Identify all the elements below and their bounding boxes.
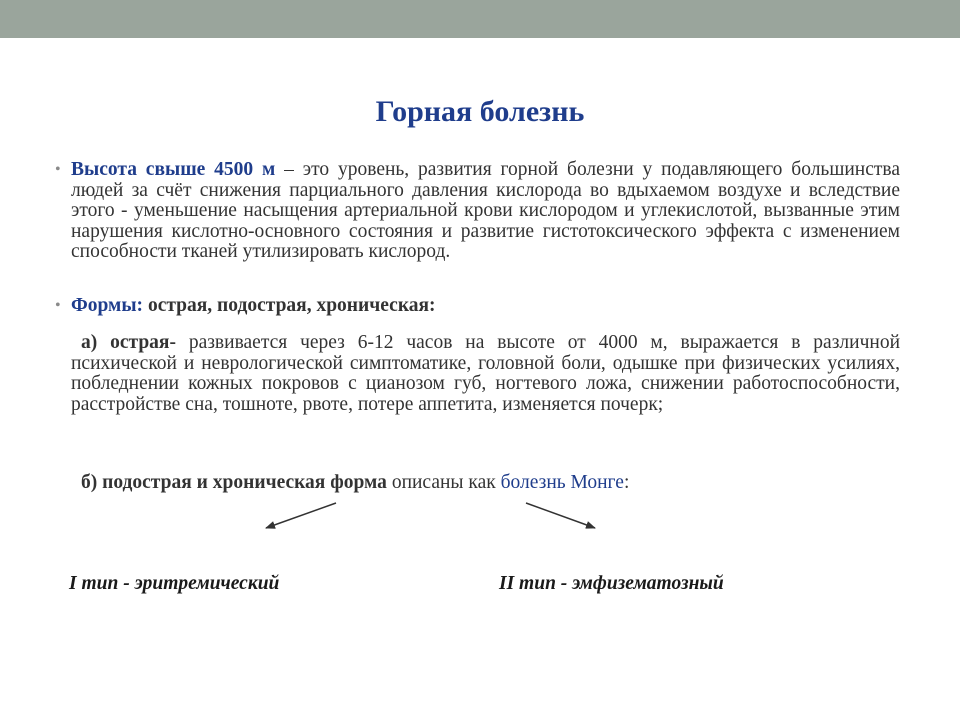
bullet-altitude-text: – это уровень, развития горной болезни у подавляющего большинства людей за счёт снижения парциального давления кислорода во вдыхаемом воздухе и вследствие этого - уменьшение насыщения артериальной крови кислородом и углекислотой, вызванные этим нарушения кислотно-основного состояния и развитие гистотоксического эффекта с изменением способности тканей утилизировать кислород. (71, 159, 900, 262)
arrow-right (526, 503, 595, 528)
type-erythremic: I тип - эритремический (69, 573, 280, 594)
chronic-form-lead: б) подострая и хроническая форма (81, 472, 387, 493)
chronic-form-text: описаны как (386, 472, 501, 493)
bullet-altitude-lead: Высота свыше 4500 м (71, 159, 276, 180)
monge-disease-label: болезнь Монге (500, 472, 624, 493)
bullet-dot-icon: • (55, 161, 61, 178)
arrow-left (266, 503, 336, 528)
chronic-form-tail: : (623, 472, 630, 493)
bullet-dot-icon: • (55, 297, 61, 314)
acute-form-lead: а) острая- (81, 332, 176, 353)
acute-form-text: развивается через 6-12 часов на высоте от 4000 м, выражается в различной психической и неврологической симптоматике, головной боли, одышке при физических усилиях, побледнении кожных покровов с цианозом губ, ногтевого ложа, снижении работоспособности, расстройстве сна, тошноте, рвоте, потере аппетита, изменяется почерк; (71, 332, 901, 415)
type-emphysematous: II тип - эмфизематозный (499, 573, 724, 594)
slide-title: Горная болезнь (375, 95, 585, 128)
bullet-forms-lead: Формы: (71, 295, 144, 316)
bullet-forms-text: острая, подострая, хроническая: (143, 295, 436, 316)
